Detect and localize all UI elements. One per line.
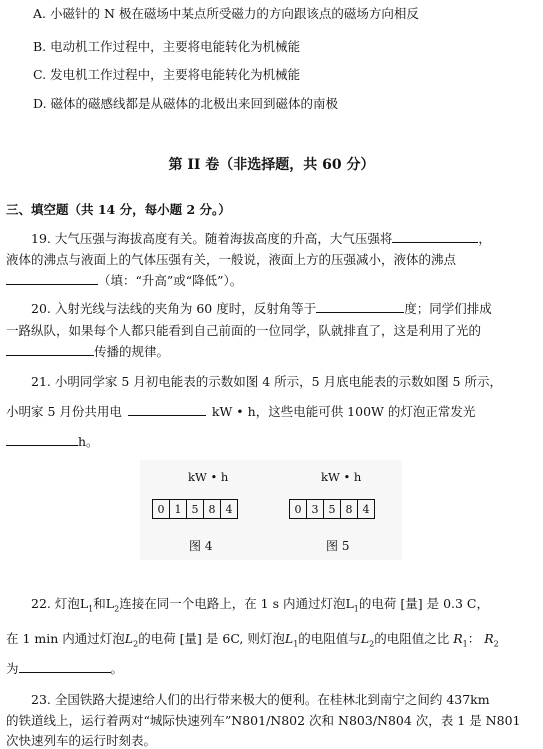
fig5-digit: 0 [290,500,307,518]
fig4-digit: 0 [153,500,170,518]
q19-line3: （填：“升高”或“降低”）。 [6,271,242,289]
fig4-digit: 4 [225,502,233,516]
q20-blank-1 [316,300,404,313]
fig4-unit: kW • h [188,470,229,484]
fig5-digit: 5 [324,500,341,518]
option-c: C. 发电机工作过程中，主要将电能转化为机械能 [33,67,301,82]
fig5-digit: 4 [362,502,370,516]
q22-blank [19,660,111,673]
fig5-digit: 8 [341,500,358,518]
section3-title: 三、填空题（共 14 分，每小题 2 分。） [6,202,231,217]
q21-blank-2 [6,433,78,446]
option-d: D. 磁体的磁感线都是从磁体的北极出来回到磁体的南极 [33,96,339,111]
q19-blank-1 [392,230,478,243]
q20-blank-2 [6,343,94,356]
q22-line1: 22. 灯泡$L_1$和$L_2$连接在同一个电路上，在 1 s 内通过灯泡$L_1$的电荷 [量] 是 0.3 C， [31,596,489,614]
part2-title: 第 II 卷（非选择题，共 60 分） [168,157,375,173]
q21-line3: h。 [6,432,99,450]
q22-line3: 为 。 [6,661,124,676]
q19-blank-2 [6,272,98,285]
q21-line1: 21. 小明同学家 5 月初电能表的示数如图 4 所示，5 月底电能表的示数如图 5 所示， [31,374,502,389]
q19-line2: 液体的沸点与液面上的气体压强有关，一般说，液面上方的压强减小，液体的沸点 [6,252,457,267]
option-b: B. 电动机工作过程中，主要将电能转化为机械能 [33,39,301,54]
q19-line1: 19. 大气压强与海拔高度有关。随着海拔高度的升高，大气压强将 ， [31,231,491,246]
fig5-digit: 3 [307,500,324,518]
fig4-meter [152,499,238,519]
fig5-caption: 图 5 [326,539,350,553]
q22-line2: 在 1 min 内通过灯泡$L_2$的电荷 [量] 是 6C, 则灯泡$L_1$的电阻值与$L_2$的电阻值之比 $R_1$： $R_2$ [6,631,499,649]
q23-line2: 的铁道线上，运行着两对“城际快速列车”N801/N802 次和 N803/N804 次，表 1 是 N801 [6,713,521,728]
q20-line1: 20. 入射光线与法线的夹角为 60 度时，反射角等于 度；同学们排成 [31,301,492,316]
fig5-meter [289,499,375,519]
q20-line2: 一路纵队，如果每个人都只能看到自己前面的一位同学，队就排直了，这是利用了光的 [6,323,482,338]
fig4-digit: 5 [187,500,204,518]
fig5-unit: kW • h [321,470,362,484]
q20-line3: 传播的规律。 [6,342,169,360]
fig4-digit: 1 [170,500,187,518]
q23-line1: 23. 全国铁路大提速给人们的出行带来极大的便利。在桂林北到南宁之间约 437km [31,692,490,707]
option-a: A. 小磁针的 N 极在磁场中某点所受磁力的方向跟该点的磁场方向相反 [33,6,419,21]
fig4-digit: 8 [204,500,221,518]
q23-line3: 次快速列车的运行时刻表。 [6,733,157,748]
fig4-caption: 图 4 [189,539,213,553]
q21-line2: 小明家 5 月份共用电 kW • h，这些电能可供 100W 的灯泡正常发光 [6,404,476,419]
q21-blank-1 [128,403,206,416]
